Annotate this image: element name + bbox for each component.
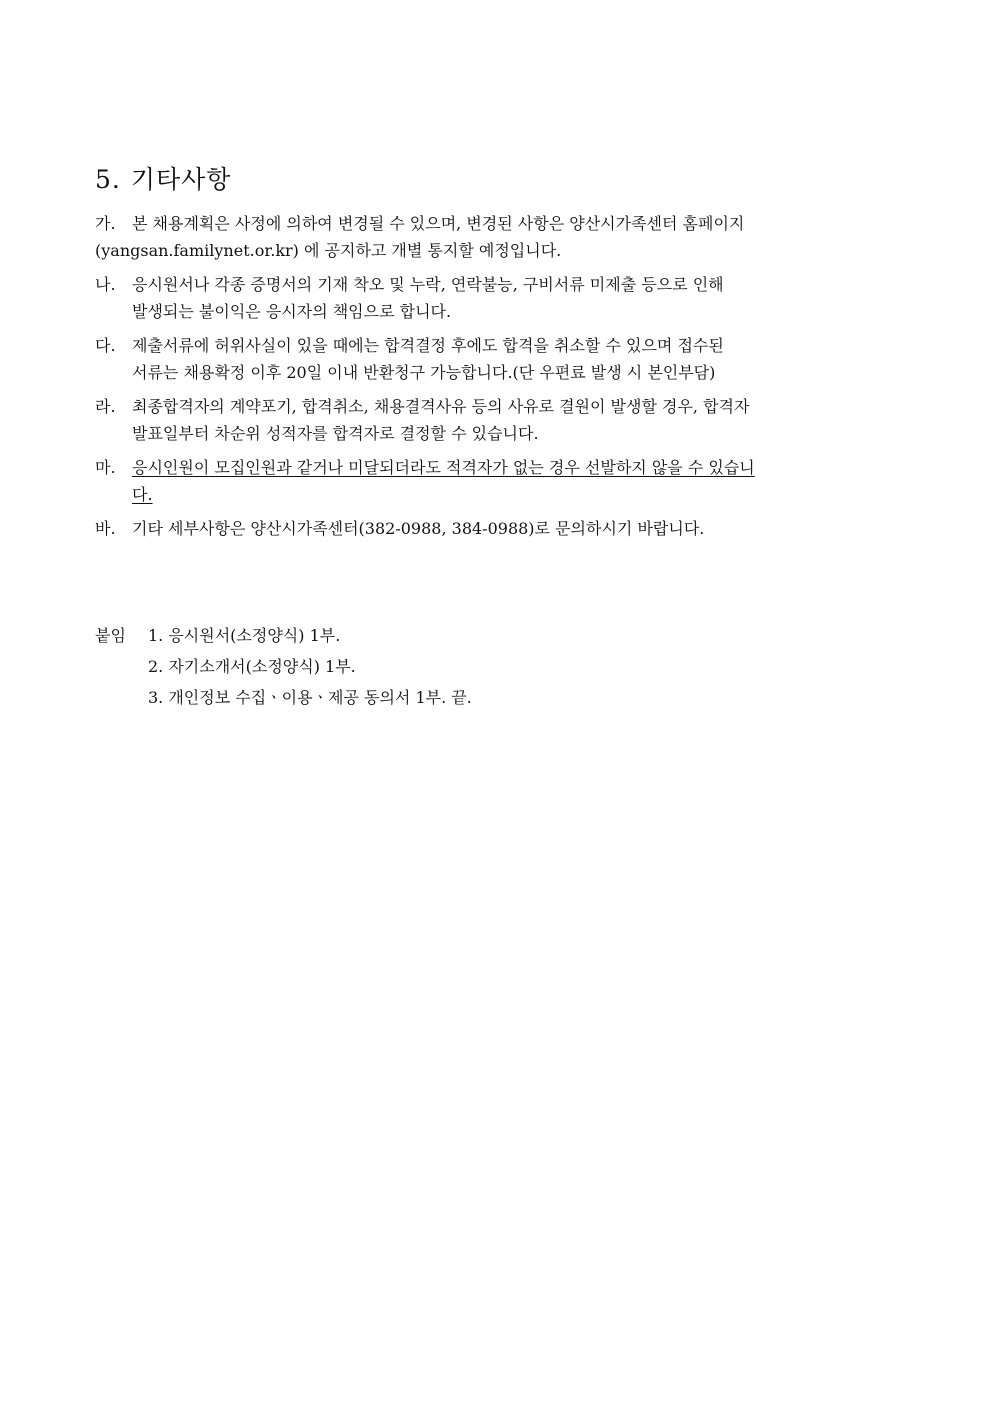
item-line: 본 채용계획은 사정에 의하여 변경될 수 있으며, 변경된 사항은 양산시가족센터 홈페이지 [132,214,745,233]
section-number: 5. [95,165,121,194]
item-marker: 나. [95,275,116,294]
item-line: 서류는 채용확정 이후 20일 이내 반환청구 가능합니다.(단 우편료 발생 시 본인부담) [132,363,716,382]
notice-item-na [95,271,898,325]
notice-item-da [95,332,898,386]
section-title: 기타사항 [130,165,232,194]
notice-item-ma [95,454,898,508]
item-line: 발생되는 불이익은 응시자의 책임으로 합니다. [132,302,452,321]
attachment-item: 2. 자기소개서(소정양식) 1부. [148,657,356,676]
attachment-item: 3. 개인정보 수집ㆍ이용ㆍ제공 동의서 1부. 끝. [148,688,472,707]
attachment-item: 1. 응시원서(소정양식) 1부. [148,626,341,645]
item-marker: 가. [95,214,116,233]
section-heading [95,160,231,196]
item-line: 응시원서나 각종 증명서의 기재 착오 및 누락, 연락불능, 구비서류 미제출 등으로 인해 [132,275,724,294]
notice-item-ga [95,210,898,264]
notice-item-ra [95,393,898,447]
item-line: 기타 세부사항은 양산시가족센터(382-0988, 384-0988)로 문의하시기 바랍니다. [132,519,705,538]
item-line: 제출서류에 허위사실이 있을 때에는 합격결정 후에도 합격을 취소할 수 있으며 접수된 [132,336,724,355]
item-marker: 마. [95,458,116,477]
item-line-underlined: 응시인원이 모집인원과 같거나 미달되더라도 적격자가 없는 경우 선발하지 않을 수 있습니 [132,458,755,477]
notice-list [95,210,898,549]
item-marker: 다. [95,336,116,355]
notice-item-ba [95,515,898,542]
item-marker: 라. [95,397,116,416]
item-line: 발표일부터 차순위 성적자를 합격자로 결정할 수 있습니다. [132,424,539,443]
item-line-underlined: 다. [132,485,153,504]
item-marker: 바. [95,519,116,538]
item-line: (yangsan.familynet.or.kr) 에 공지하고 개별 통지할 예정입니다. [95,241,562,260]
item-line: 최종합격자의 계약포기, 합격취소, 채용결격사유 등의 사유로 결원이 발생할 경우, 합격자 [132,397,750,416]
attachments-label: 붙임 [95,626,126,645]
